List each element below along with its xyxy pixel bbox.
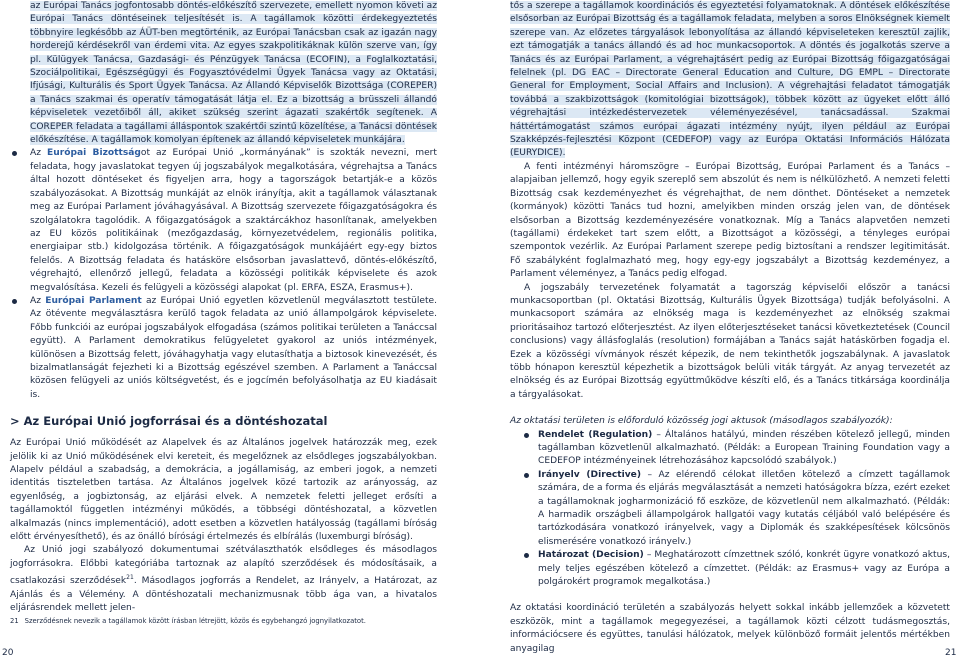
bullet-icon	[524, 433, 529, 438]
left-column	[10, 0, 437, 616]
footnote-ref[interactable]: 21	[126, 574, 134, 582]
paragraph: Az Unió jogi szabályozó dokumentumai szétválaszthatók elsődleges és másodlagos jogforrásokra. Előbbi kategóriába tartoznak az alapító szerződések és módosításaik, a csatlakozási szerződések$^{21}$. Másodlagos jogforrás a Rendelet, az Irányelv, a Határozat, az Ajánlás és a Vélemény. A döntéshozatali mechanizmusnak több ága van, a hivatalos eljárásrendek mellett jelen-	[10, 545, 437, 614]
bullet-icon	[12, 151, 17, 156]
term-european-parliament: Európai Parlament	[45, 295, 142, 306]
list-item: Irányelv (Directive) – Az elérendő célokat illetően kötelező a címzett tagállamok számára, de a forma és eljárás megválasztását a nemzeti hatóságokra bízza, ezért ezeket a tagállamoknak jogharmonizáció fő eszköze, de közvetlenül nem alkalmazható. (Példák: A harmadik országbeli állampolgárok hallgatói vagy kutatás céljából való belépésére és tartózkodására vonatkozó irányelvek, vagy a Diplomák és szakképesítések kölcsönös elismerésére vonatkozó irányelv.)	[510, 469, 950, 549]
footnote: 21 Szerződésnek nevezik a tagállamok között írásban létrejött, közös és egybehangzó jognyilatkozatot.	[10, 617, 366, 625]
page-number-right: 21	[945, 648, 957, 658]
box-title: Az oktatási területen is előforduló közösség jogi aktusok (másodlagos szabályozók):	[510, 416, 893, 427]
list-item: Határozat (Decision) – Meghatározott címzettnek szóló, konkrét ügyre vonatkozó aktus, mely teljes egészében kötelező a címzettet. (Példák: az Erasmus+ vagy az Európa a polgárokért programok megalkotása.)	[510, 549, 950, 589]
paragraph: Az oktatási koordináció területén a szabályozás helyett sokkal inkább jellemzőek a közvetett eszközök, mint a tagállamok megegyezései, a tagállamok közti célzott tudásmegosztás, információcsere és együttes, tanulási hálózatok, melyek különböző formáit jelentős mértékben anyagilag	[510, 603, 950, 654]
right-column	[510, 0, 950, 656]
section-heading: > Az Európai Unió jogforrásai és a döntéshozatal	[10, 414, 328, 429]
list-item: Az Európai Bizottságot az Európai Unió „kormányának” is szokták nevezni, mert feladata, hogy javaslatokat tegyen új jogszabályok megalkotására, végrehajtsa a Tanács által hozott döntéseket és figyeljen arra, hogy a tagországok betartják-e a közös szabályozásokat. A Bizottság munkáját az elnök irányítja, akit a tagállamok választanak meg az Európai Parlament jóváhagyásával. A Bizottság szervezete főigazgatóságokra és szolgálatokra tagolódik. A főigazgatóságok a szaktárcákhoz hasonlítanak, amelyekben az EU közös politikáinak (mezőgazdaság, környezetvédelem, regionális politika, energiaipar stb.) kidolgozása történik. A főigazgatóságok munkájáért egy-egy biztos felelős. A Bizottság feladata és hatásköre elsősorban javaslattevő, döntés-előkészítő, végrehajtó, ellenőrző jellegű, feladata a közösségi politikák képviselete és azok megvalósítása. Kezeli és felügyeli a közösségi alapokat (pl. ERFA, ESZA, Erasmus+).	[10, 147, 437, 294]
paragraph: tős a szerepe a tagállamok koordinációs és egyeztetési folyamatoknak. A döntések előkészítése elsősorban az Európai Bizottság és a tagállamok feladata, melyben a soros Elnökségnek kiemelt szerepe van. Az előzetes tárgyalások lebonyolítása az állandó képviseleteken keresztül zajlik, ezt támogatják a tanács állandó és ad hoc munkacsoportok. A döntés és jogalkotás szerve a Tanács és az Európai Parlament, a végrehajtásért pedig az Európai Bizottság főigazgatóságai felelnek (pl. DG EAC – Directorate General Education and Culture, DG EMPL – Directorate General for Employment, Social Affairs and Inclusion). A végrehajtási feladatot támogatják továbbá a szakbizottságok (komitológiai bizottságok), többek között az ügyeket előtt álló végrehajtási intézkedéstervezetek véleményezésével, tanácsadással. Szakmai háttértámogatást számos európai ágazati intézmény nyújt, ilyen például az Európai Szakképzés-fejlesztési Központ (CEDEFOP) vagy az Európa Oktatási Információs Hálózata (EURYDICE).	[510, 1, 950, 159]
paragraph: Az Európai Unió működését az Alapelvek és az Általános jogelvek határozzák meg, ezek jelölik ki az Unió működésének elvi kereteit, és megelőznek az elsődleges jogszabályokban. Alapelv például a szabadság, a demokrácia, a jogállamiság, az emberi jogok, a nemzeti identitás tiszteletben tartása. Az Általános jogelvek közé tartozik az arányosság, az egyenlőség, a jogbiztonság, az eljárási elvek. A nemzetek feletti jelleget erősíti a tagállamoktól független intézményi működés, a többségi döntéshozatal, a közvetlen alkalmazás (nincs implementáció), adott esetben a közvetlen hatályosság (tagállami bíróság előtt érvényesíthető), és az önálló bírósági értelmezés és elbírálás (luxemburgi bíróság).	[10, 438, 437, 543]
bullet-icon	[12, 299, 17, 304]
list-item: Az Európai Parlament az Európai Unió egyetlen közvetlenül megválasztott testülete. Az ötévente megválasztásra kerülő tagok feladata az unió állampolgárok képviselete. Főbb funkciói az európai jogszabályok elfogadása (számos politikai területen a Tanáccsal együtt). A Parlament demokratikus felügyeletet gyakorol az uniós intézmények, különösen a Bizottság felett, jóváhagyhatja vagy elutasíthatja a biztosok kinevezését, és bizalmatlanságát fejezheti ki a Bizottság egészével szemben. A Parlament a Tanáccsal közösen felügyeli az uniós költségvetést, és e jogcímén befolyásolhatja az EU kiadásait is.	[10, 295, 437, 402]
page-number-left: 20	[2, 648, 14, 658]
bullet-icon	[524, 473, 529, 478]
arrow-icon: >	[10, 414, 20, 429]
term-european-commission: Európai Bizottság	[47, 148, 141, 159]
bullet-icon	[524, 553, 529, 558]
paragraph: A fenti intézményi háromszögre – Európai Bizottság, Európai Parlament és a Tanács – alapjaiban jellemző, hogy egyik szereplő sem abszolút és nem is nélkülözhető. A nemzeti feletti Bizottság csak kezdeményezhet és végrehajthat, de nem dönthet. Döntéseket a nemzetek (kormányok) közötti Tanács tud hozni, amelyikben minden ország jelen van, de döntések elsősorban a Bizottság kezdeményezésére vonatkoznak. Míg a Tanács alapvetően nemzeti (tagállami) érdekeket tart szem előtt, a Bizottságot a közösségi, a tényleges európai szempontok vezérlik. Az Európai Parlament szerepe pedig biztosítani a rendszer legitimitását. Fő szabályként foglalmazható meg, hogy egy-egy jogszabályt a Bizottság kezdeményez, a Parlament véleményez, a Tanács pedig elfogad.	[510, 161, 950, 280]
highlighted-text: az Európai Tanács jogfontosabb döntés-előkészítő szervezete, emellett nyomon követi az Európai Tanács döntéseinek teljesítését is. A tagállamok közötti érdekegyeztetés többnyire legkésőbb az ÁÜT-ben megtörténik, az Európai Tanácsban csak az igazán nagy horderejű kérdésekről van érdemi vita. Az egyes szakpolitikáknak külön szerve van, így pl. Külügyek Tanácsa, Gazdasági- és Pénzügyek Tanácsa (ECOFIN), a Foglalkoztatási, Szociálpolitikai, Egészségügyi és Fogyasztóvédelmi Ügyek Tanácsa vagy az Oktatási, Ifjúsági, Kulturális és Sport Ügyek Tanácsa. Az Állandó Képviselők Bizottsága (COREPER) a Tanács szakmai és operatív támogatását látja el. Ez a bizottság a brüsszeli állandó képviseletek vezetőiből áll, akiket szükség szerint ágazati szakértők segítenek. A COREPER feladata a tagállami álláspontok szakértői szintű közelítése, a Tanácsi döntések előkészítése. A tagállamok komolyan építenek az állandó képviseletek munkájára.	[30, 1, 438, 146]
continuation-paragraph	[10, 0, 437, 147]
list-item: Rendelet (Regulation) – Általános hatályú, minden részében kötelező jellegű, minden tagállamban közvetlenül alkalmazható. (Példák: a European Training Foundation vagy a CEDEFOP intézményeinek létrehozásához kapcsolódó szabályok.)	[510, 429, 950, 469]
paragraph: A jogszabály tervezetének folyamatát a tagország képviselői először a tanácsi munkacsoportban (pl. Oktatási Bizottság, Kulturális Ügyek Bizottsága) tudják befolyásolni. A munkacsoport számára az elnökség maga is kezdeményezhet az elnökség szakmai prioritásaihoz tartozó előterjesztést. Az ilyen előterjesztéseket tanácsi következtetések (Council conclusions) vagy állásfoglalás (resolution) formájában a Tanács saját hatáskörben fogadja el. Ezek a közösségi vívmányok részét képezik, de nem tekinthetők jogszabálynak. A javaslatok több hónapon keresztül képezhetik a bizottságok belüli viták tárgyát. Az anyag tervezetét az elnökség és az Európai Bizottság együttműködve készíti elő, és a Tanács titkársága koordinálja a tárgyalásokat.	[510, 282, 950, 400]
